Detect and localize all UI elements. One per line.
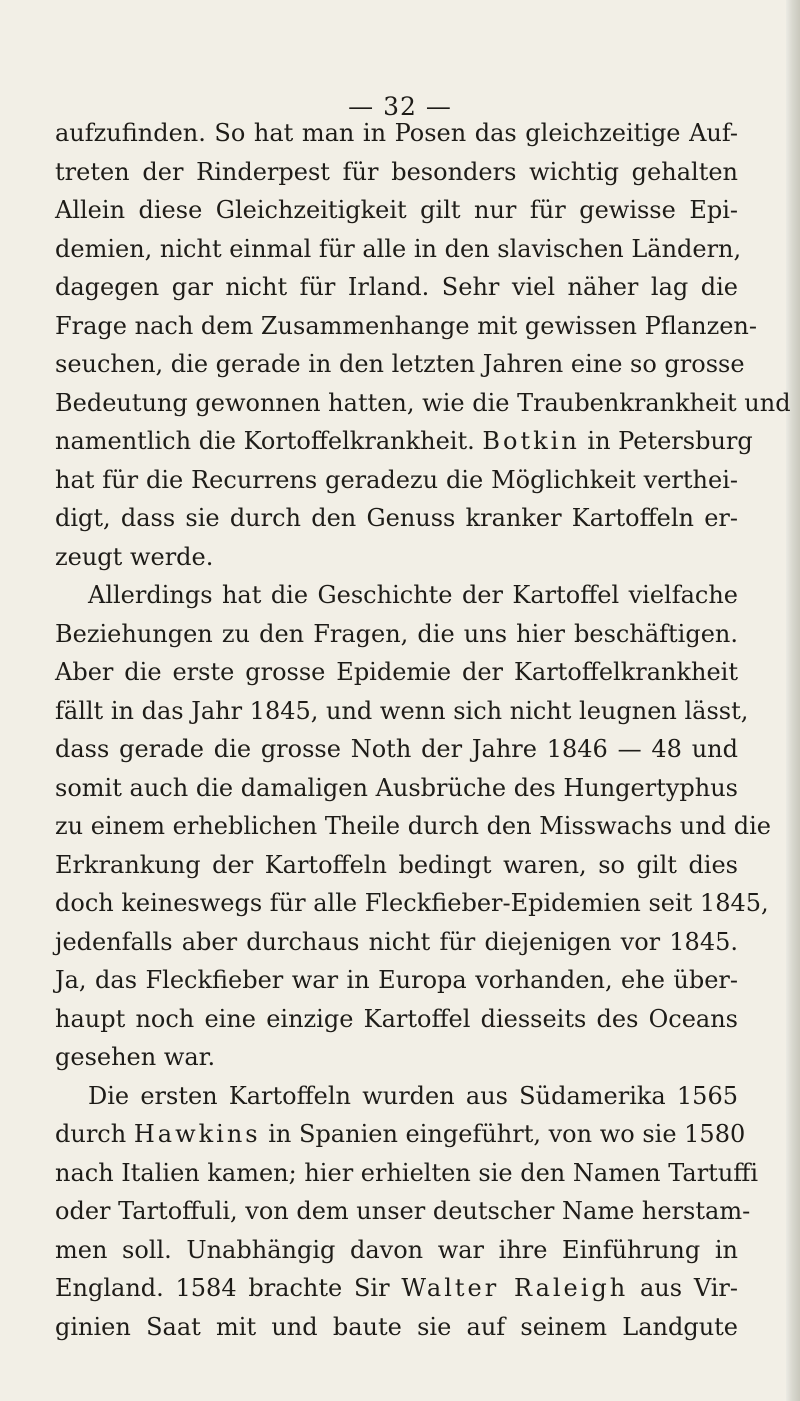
spaced-name: Hawkins	[133, 1120, 261, 1148]
text-line	[55, 1308, 738, 1347]
text-line	[55, 576, 738, 615]
text-segment: fällt in das Jahr 1845, und wenn sich nicht leugnen lässt,	[55, 696, 749, 725]
text-segment: Ja, das Fleckfieber war in Europa vorhanden, ehe über-	[55, 966, 738, 994]
text-segment: Allein diese Gleichzeitigkeit gilt nur für gewisse Epi-	[55, 196, 738, 224]
text-segment: nach Italien kamen; hier erhielten sie den Namen Tartuffi	[55, 1158, 758, 1187]
text-line	[55, 1115, 746, 1154]
text-segment: aufzufinden. So hat man in Posen das gleichzeitige Auf-	[55, 119, 738, 147]
text-segment: oder Tartoffuli, von dem unser deutscher Name herstam-	[55, 1197, 751, 1225]
text-segment: Erkrankung der Kartoffeln bedingt waren, so gilt dies	[55, 850, 738, 879]
text-segment: in Petersburg	[579, 427, 753, 455]
text-line	[55, 230, 742, 269]
text-line	[55, 769, 738, 808]
text-segment: Bedeutung gewonnen hatten, wie die Traubenkrankheit und	[55, 388, 791, 417]
text-line	[55, 384, 791, 423]
text-line	[55, 153, 738, 192]
text-segment: jedenfalls aber durchaus nicht für diejenigen vor 1845.	[55, 927, 738, 956]
text-line	[55, 615, 738, 654]
text-line	[55, 1154, 758, 1193]
text-line	[55, 1269, 738, 1308]
spaced-name: Botkin	[482, 427, 580, 455]
text-segment: durch	[55, 1120, 134, 1148]
text-segment: gesehen war.	[55, 1043, 216, 1071]
text-line	[55, 499, 738, 538]
text-line	[55, 846, 738, 885]
text-line	[55, 422, 753, 461]
text-line	[55, 1192, 751, 1231]
text-segment: somit auch die damaligen Ausbrüche des Hungertyphus	[55, 773, 738, 802]
text-line	[55, 268, 738, 307]
text-line	[55, 653, 738, 692]
text-segment: aus Vir-	[628, 1274, 738, 1302]
text-line	[55, 538, 738, 577]
text-line	[55, 114, 738, 153]
text-segment: men soll. Unabhängig davon war ihre Einführung in	[55, 1235, 738, 1264]
text-segment: zu einem erheblichen Theile durch den Misswachs und die	[55, 812, 771, 840]
text-line	[55, 884, 769, 923]
text-line	[55, 1231, 738, 1270]
text-segment: dass gerade die grosse Noth der Jahre 1846 — 48 und	[55, 735, 738, 763]
text-segment: Aber die erste grosse Epidemie der Kartoffelkrankheit	[55, 658, 738, 686]
page-edge-shadow	[786, 0, 800, 1401]
text-segment: haupt noch eine einzige Kartoffel diesseits des Oceans	[55, 1004, 738, 1033]
text-segment: demien, nicht einmal für alle in den slavischen Ländern,	[55, 234, 742, 263]
text-line	[55, 1000, 738, 1039]
text-line	[55, 692, 749, 731]
text-segment: ginien Saat mit und baute sie auf seinem Landgute	[55, 1312, 738, 1341]
text-segment: Frage nach dem Zusammenhange mit gewissen Pflanzen-	[55, 311, 757, 340]
text-line	[55, 923, 738, 962]
text-segment: Beziehungen zu den Fragen, die uns hier beschäftigen.	[55, 619, 738, 648]
text-line	[55, 1038, 738, 1077]
text-segment: treten der Rinderpest für besonders wichtig gehalten	[55, 157, 738, 186]
text-segment: hat für die Recurrens geradezu die Möglichkeit verthei-	[55, 465, 738, 494]
text-segment: zeugt werde.	[55, 542, 214, 571]
text-line	[55, 961, 738, 1000]
body-text	[55, 114, 791, 1346]
text-line	[55, 461, 738, 500]
text-line	[55, 730, 738, 769]
text-segment: seuchen, die gerade in den letzten Jahren eine so grosse	[55, 350, 745, 378]
text-segment: England. 1584 brachte Sir	[55, 1274, 402, 1302]
text-line	[55, 1077, 738, 1116]
text-segment: namentlich die Kortoffelkrankheit.	[55, 427, 483, 455]
text-line	[55, 191, 738, 230]
text-segment: doch keineswegs für alle Fleckfieber-Epidemien seit 1845,	[55, 889, 769, 917]
text-line	[55, 807, 771, 846]
text-segment: digt, dass sie durch den Genuss kranker Kartoffeln er-	[55, 504, 738, 532]
page-number: — 32 —	[348, 92, 452, 121]
text-line	[55, 345, 745, 384]
text-segment: dagegen gar nicht für Irland. Sehr viel näher lag die	[55, 273, 738, 301]
spaced-name: Walter Raleigh	[401, 1274, 629, 1302]
text-line	[55, 307, 757, 346]
text-segment: in Spanien eingeführt, von wo sie 1580	[260, 1120, 746, 1148]
text-segment: Die ersten Kartoffeln wurden aus Südamerika 1565	[88, 1081, 738, 1110]
text-segment: Allerdings hat die Geschichte der Kartoffel vielfache	[88, 581, 738, 609]
